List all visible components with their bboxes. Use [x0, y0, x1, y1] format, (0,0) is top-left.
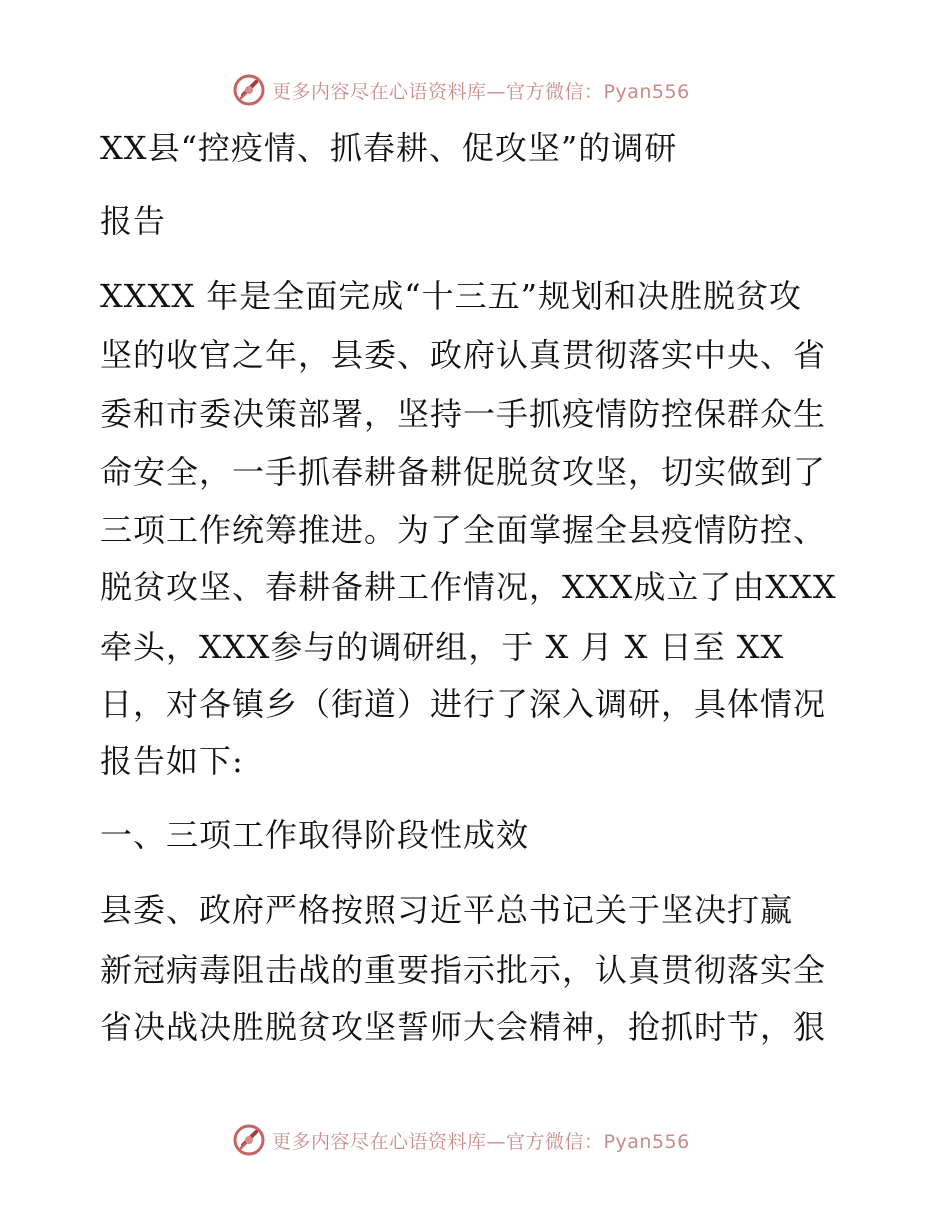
paragraph-1-line-8: 日，对各镇乡（街道）进行了深入调研，具体情况: [100, 685, 827, 723]
section-1-heading: 一、三项工作取得阶段性成效: [100, 816, 530, 854]
brand-logo-icon: [232, 73, 266, 107]
footer-watermark-banner: [232, 1122, 690, 1158]
header-watermark-banner: [232, 72, 690, 108]
paragraph-1-line-7: 牵头，XXX参与的调研组，于 X 月 X 日至 XX: [100, 628, 785, 666]
paragraph-1-line-9: 报告如下:: [100, 742, 244, 780]
brand-logo-icon: [232, 1123, 266, 1157]
paragraph-1-line-2: 坚的收官之年，县委、政府认真贯彻落实中央、省: [100, 336, 827, 374]
footer-watermark-text: 更多内容尽在心语资料库—官方微信：Pyan556: [272, 1130, 690, 1153]
paragraph-2-line-3: 省决战决胜脱贫攻坚誓师大会精神，抢抓时节，狠: [100, 1008, 827, 1046]
paragraph-1-line-5: 三项工作统筹推进。为了全面掌握全县疫情防控、: [100, 511, 827, 549]
document-title-line-2: 报告: [100, 202, 167, 240]
paragraph-2-line-2: 新冠病毒阻击战的重要指示批示，认真贯彻落实全: [100, 951, 827, 989]
header-watermark-text: 更多内容尽在心语资料库—官方微信：Pyan556: [272, 80, 690, 103]
paragraph-1-line-6: 脱贫攻坚、春耕备耕工作情况，XXX成立了由XXX: [100, 568, 837, 606]
paragraph-2-line-1: 县委、政府严格按照习近平总书记关于坚决打赢: [100, 891, 794, 929]
paragraph-1-line-3: 委和市委决策部署，坚持一手抓疫情防控保群众生: [100, 395, 827, 433]
paragraph-1-line-4: 命安全，一手抓春耕备耕促脱贫攻坚，切实做到了: [100, 453, 827, 491]
document-title-line-1: XX县“控疫情、抓春耕、促攻坚”的调研: [100, 129, 678, 167]
paragraph-1-line-1: XXXX 年是全面完成“十三五”规划和决胜脱贫攻: [100, 277, 803, 315]
